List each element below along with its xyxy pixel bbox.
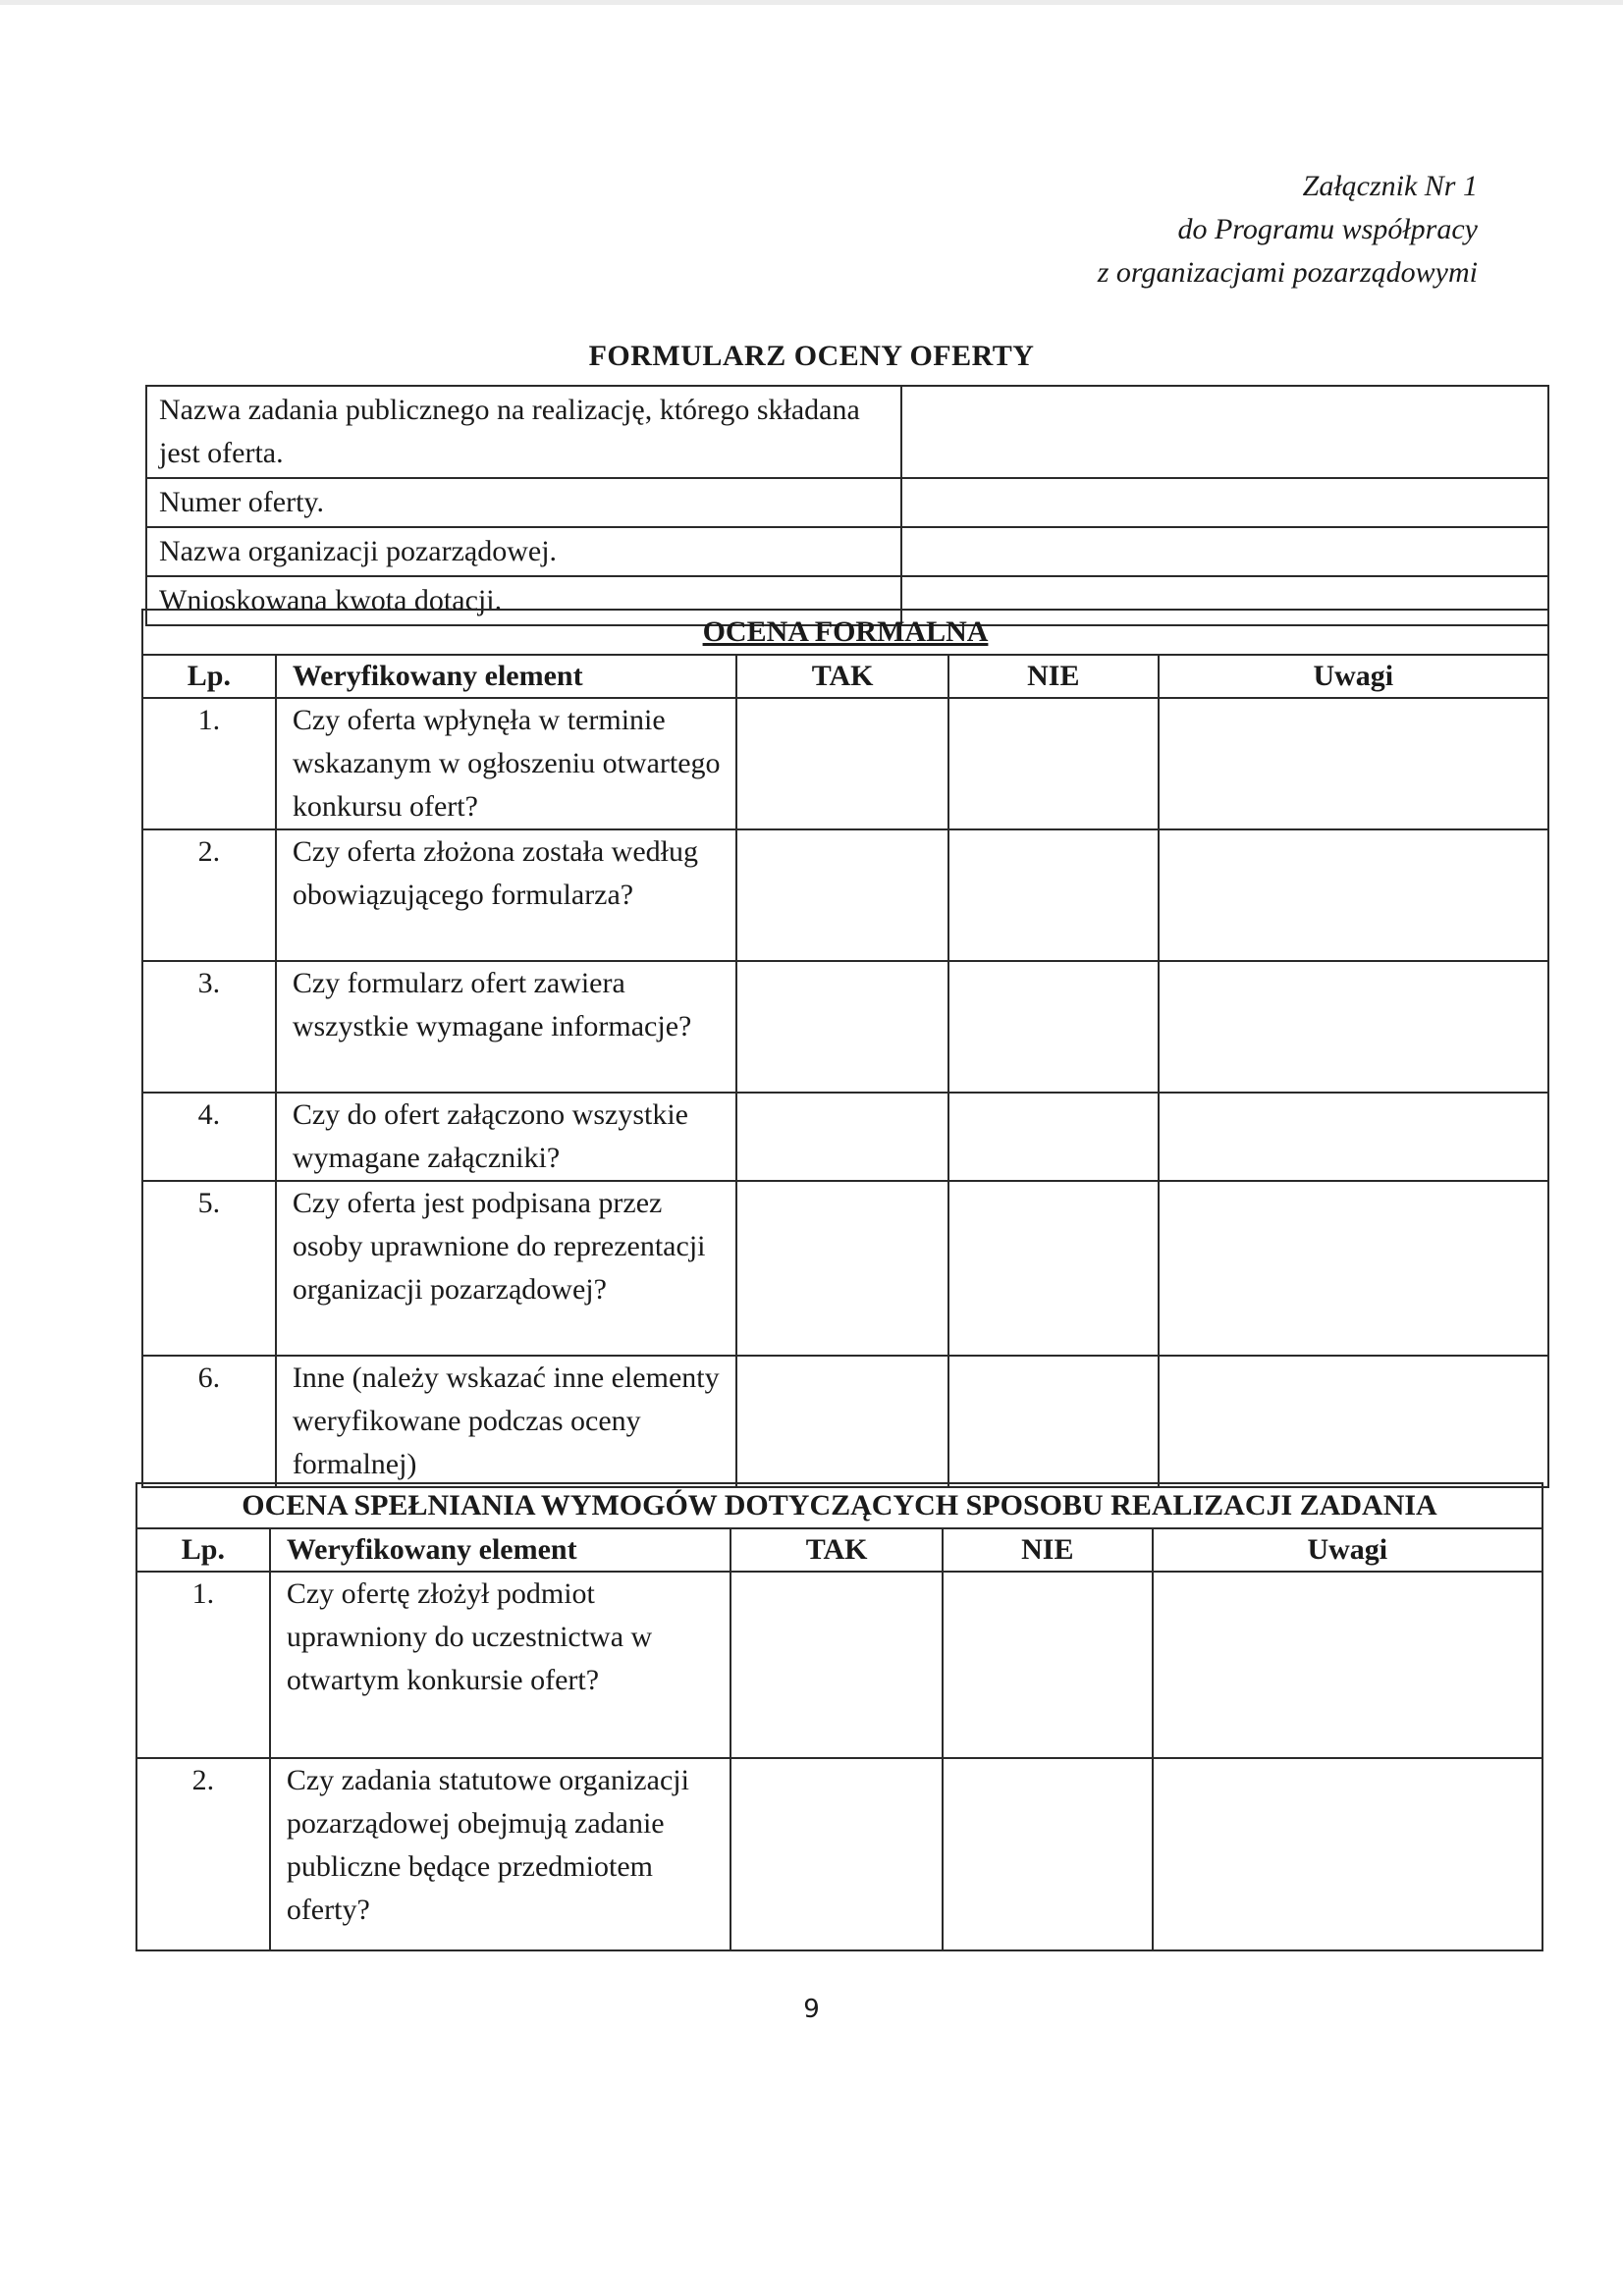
no-cell[interactable]	[948, 1093, 1159, 1181]
table-row	[136, 1758, 1542, 1950]
row-question: Inne (należy wskazać inne elementy weryfikowane podczas oceny formalnej)	[276, 1356, 736, 1487]
notes-cell[interactable]	[1159, 1093, 1548, 1181]
info-value[interactable]	[901, 478, 1548, 527]
row-number: 1.	[136, 1572, 270, 1758]
yes-cell[interactable]	[736, 961, 948, 1093]
page-number: 9	[803, 1995, 820, 2024]
yes-cell[interactable]	[736, 1093, 948, 1181]
notes-cell[interactable]	[1159, 1181, 1548, 1356]
table-row	[142, 829, 1548, 961]
info-label: Wnioskowana kwota dotacji.	[146, 576, 901, 625]
table-row	[142, 698, 1548, 829]
no-cell[interactable]	[943, 1572, 1153, 1758]
row-question: Czy do ofert załączono wszystkie wymagane załączniki?	[276, 1093, 736, 1181]
formal-section-title: OCENA FORMALNA	[702, 615, 989, 648]
no-cell[interactable]	[948, 829, 1159, 961]
annex-line-2: do Programu współpracy	[1177, 213, 1478, 245]
row-question: Czy oferta złożona została według obowiązującego formularza?	[276, 829, 736, 961]
row-number: 2.	[136, 1758, 270, 1950]
table-row	[142, 1356, 1548, 1487]
section-header	[136, 1483, 1542, 1528]
header-lp: Lp.	[142, 655, 276, 698]
notes-cell[interactable]	[1153, 1758, 1542, 1950]
table-row	[142, 1181, 1548, 1356]
yes-cell[interactable]	[736, 829, 948, 961]
notes-cell[interactable]	[1159, 829, 1548, 961]
info-row	[146, 478, 1548, 527]
yes-cell[interactable]	[730, 1572, 943, 1758]
row-number: 4.	[142, 1093, 276, 1181]
info-row	[146, 386, 1548, 478]
header-yes: TAK	[736, 655, 948, 698]
row-number: 1.	[142, 698, 276, 829]
no-cell[interactable]	[948, 698, 1159, 829]
header-notes: Uwagi	[1153, 1528, 1542, 1572]
row-question: Czy zadania statutowe organizacji pozarządowej obejmują zadanie publiczne będące przedmiotem oferty?	[270, 1758, 730, 1950]
no-cell[interactable]	[948, 1181, 1159, 1356]
row-number: 3.	[142, 961, 276, 1093]
notes-cell[interactable]	[1159, 961, 1548, 1093]
row-question: Czy oferta wpłynęła w terminie wskazanym w ogłoszeniu otwartego konkursu ofert?	[276, 698, 736, 829]
yes-cell[interactable]	[730, 1758, 943, 1950]
table-row	[136, 1572, 1542, 1758]
notes-cell[interactable]	[1159, 698, 1548, 829]
column-header-row	[142, 655, 1548, 698]
no-cell[interactable]	[948, 1356, 1159, 1487]
header-lp: Lp.	[136, 1528, 270, 1572]
row-number: 6.	[142, 1356, 276, 1487]
info-label: Numer oferty.	[146, 478, 901, 527]
header-no: NIE	[943, 1528, 1153, 1572]
header-element: Weryfikowany element	[270, 1528, 730, 1572]
annex-header	[1098, 165, 1478, 294]
yes-cell[interactable]	[736, 1181, 948, 1356]
row-question: Czy oferta jest podpisana przez osoby uprawnione do reprezentacji organizacji pozarządowej?	[276, 1181, 736, 1356]
header-yes: TAK	[730, 1528, 943, 1572]
header-element: Weryfikowany element	[276, 655, 736, 698]
annex-line-3: z organizacjami pozarządowymi	[1097, 256, 1478, 289]
row-question: Czy formularz ofert zawiera wszystkie wymagane informacje?	[276, 961, 736, 1093]
table-row	[142, 961, 1548, 1093]
info-value[interactable]	[901, 527, 1548, 576]
scan-edge	[0, 0, 1623, 5]
requirements-assessment-table	[135, 1482, 1543, 1951]
yes-cell[interactable]	[736, 1356, 948, 1487]
info-value[interactable]	[901, 386, 1548, 478]
info-label: Nazwa organizacji pozarządowej.	[146, 527, 901, 576]
header-no: NIE	[948, 655, 1159, 698]
row-number: 5.	[142, 1181, 276, 1356]
no-cell[interactable]	[948, 961, 1159, 1093]
section-header	[142, 610, 1548, 655]
table-row	[142, 1093, 1548, 1181]
row-number: 2.	[142, 829, 276, 961]
yes-cell[interactable]	[736, 698, 948, 829]
notes-cell[interactable]	[1153, 1572, 1542, 1758]
requirements-section-title: OCENA SPEŁNIANIA WYMOGÓW DOTYCZĄCYCH SPOSOBU REALIZACJI ZADANIA	[136, 1483, 1542, 1528]
annex-line-1: Załącznik Nr 1	[1302, 170, 1478, 202]
info-row	[146, 527, 1548, 576]
offer-info-table	[145, 385, 1549, 626]
no-cell[interactable]	[943, 1758, 1153, 1950]
row-question: Czy ofertę złożył podmiot uprawniony do uczestnictwa w otwartym konkursie ofert?	[270, 1572, 730, 1758]
form-title: FORMULARZ OCENY OFERTY	[588, 340, 1035, 372]
formal-assessment-table	[141, 609, 1549, 1488]
column-header-row	[136, 1528, 1542, 1572]
header-notes: Uwagi	[1159, 655, 1548, 698]
info-label: Nazwa zadania publicznego na realizację, którego składana jest oferta.	[146, 386, 901, 478]
notes-cell[interactable]	[1159, 1356, 1548, 1487]
